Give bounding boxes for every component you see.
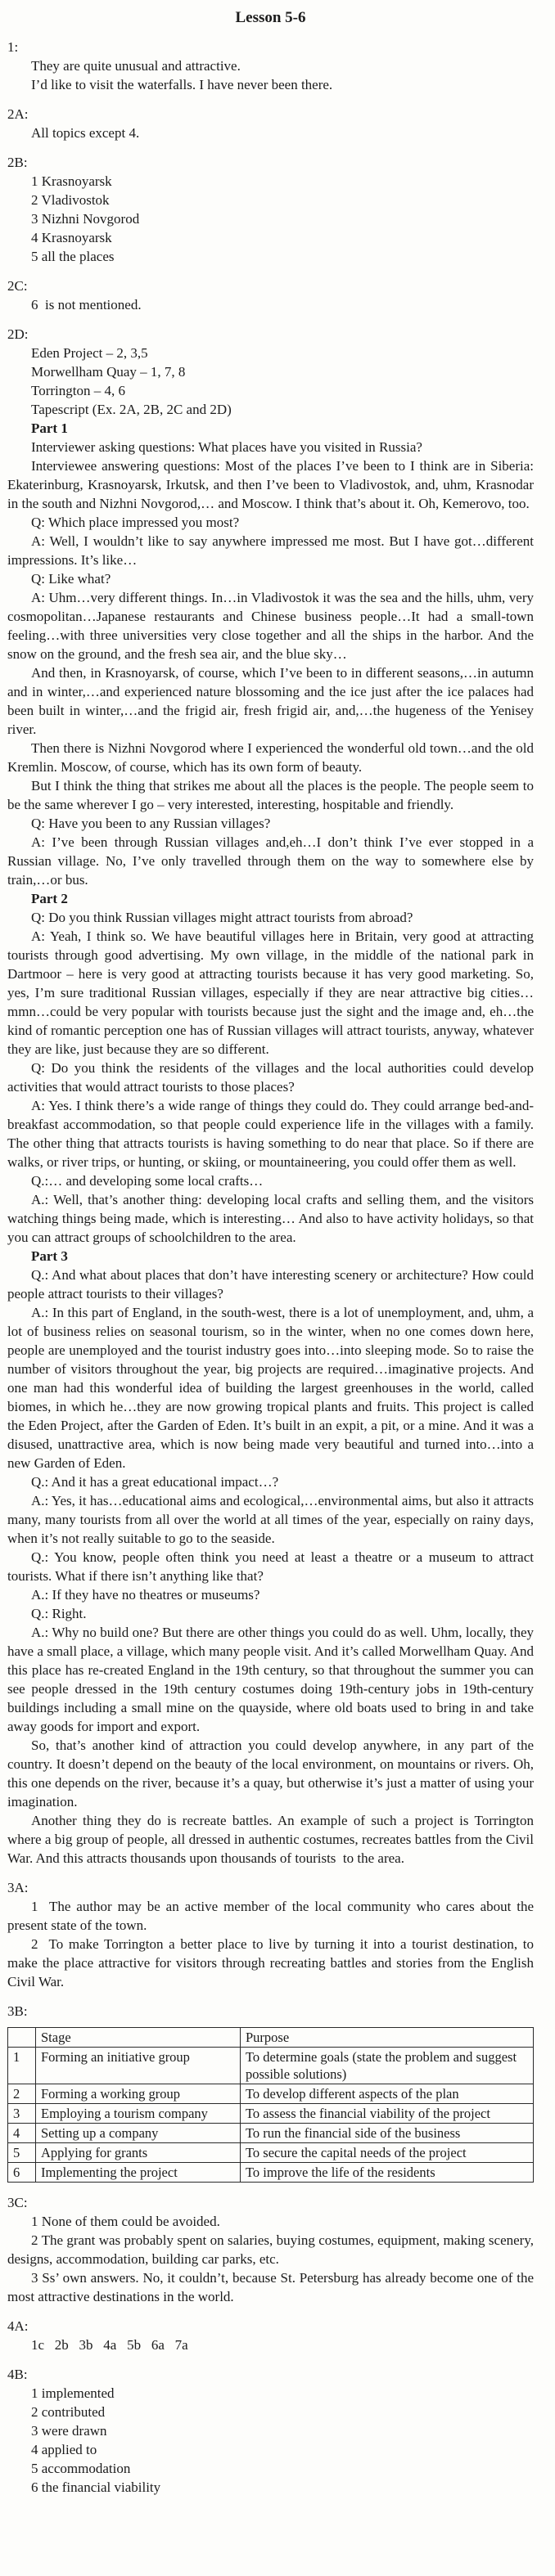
table-cell: To run the financial side of the business	[241, 2124, 534, 2143]
table-header-row	[8, 2028, 534, 2048]
table-header-cell	[8, 2028, 36, 2048]
answer-line: They are quite unusual and attractive.	[31, 58, 241, 74]
answer-line: I’d like to visit the waterfalls. I have never been there.	[31, 77, 333, 92]
section-label: 3B:	[7, 2003, 28, 2019]
paragraph: 2 The grant was probably spent on salaries, buying costumes, equipment, making scenery, designs, accommodation, building car parks, etc.	[7, 2232, 538, 2267]
answer-line: 5 accommodation	[31, 2461, 131, 2476]
paragraph: 3 Ss’ own answers. No, it couldn’t, because St. Petersburg has already become one of the most attractive destinations in the world.	[7, 2270, 538, 2304]
table-header-cell: Purpose	[241, 2028, 534, 2048]
paragraph: A.: If they have no theatres or museums?	[31, 1587, 260, 1603]
paragraph: 1 None of them could be avoided.	[31, 2214, 220, 2229]
paragraph: 2 To make Torrington a better place to live by turning it into a tourist destination, to make the place attractive for visitors through recreating battles and stories from the English Civil War.	[7, 1936, 538, 1989]
part-heading: Part 2	[31, 891, 68, 906]
paragraph: Q: Like what?	[31, 571, 111, 587]
table-cell: To improve the life of the residents	[241, 2163, 534, 2183]
table-row	[8, 2163, 534, 2183]
table-cell: To determine goals (state the problem and suggest possible solutions)	[241, 2048, 534, 2084]
answer-line: 2 Vladivostok	[31, 192, 110, 208]
section-label: 3C:	[7, 2195, 28, 2210]
table-row	[8, 2143, 534, 2163]
answer-line: 1 Krasnoyarsk	[31, 173, 112, 189]
answer-line: 2 contributed	[31, 2404, 106, 2420]
answer-line: 3 Nizhni Novgorod	[31, 211, 140, 227]
answer-line: Morwellham Quay – 1, 7, 8	[31, 364, 186, 380]
part-heading: Part 3	[31, 1248, 68, 1264]
table-cell: 1	[8, 2048, 36, 2084]
table-cell: To develop different aspects of the plan	[241, 2084, 534, 2104]
answer-line: All topics except 4.	[31, 125, 140, 141]
paragraph: Q: Do you think the residents of the villages and the local authorities could develop activities that would attract tourists to those places?	[7, 1060, 538, 1095]
answer-line: Eden Project – 2, 3,5	[31, 345, 148, 361]
table-cell: 4	[8, 2124, 36, 2143]
paragraph: But I think the thing that strikes me about all the places is the people. The people seem to be the same wherever I go – very interested, interesting, hospitable and friendly.	[7, 778, 538, 812]
section-label: 2A:	[7, 106, 29, 122]
section-label: 2B:	[7, 155, 28, 170]
page-content	[7, 38, 541, 2497]
table-cell: 3	[8, 2104, 36, 2124]
answer-line: Torrington – 4, 6	[31, 383, 125, 398]
table-cell: To secure the capital needs of the project	[241, 2143, 534, 2163]
table-row	[8, 2104, 534, 2124]
answer-line: 4 Krasnoyarsk	[31, 230, 112, 245]
answer-line: Tapescript (Ex. 2A, 2B, 2C and 2D)	[31, 402, 232, 417]
paragraph: Then there is Nizhni Novgorod where I experienced the wonderful old town…and the old Kremlin. Moscow, of course, which has its own form of beauty.	[7, 740, 538, 775]
table-cell: 6	[8, 2163, 36, 2183]
paragraph: Interviewer asking questions: What places have you visited in Russia?	[31, 439, 422, 455]
paragraph: A: Uhm…very different things. In…in Vladivostok it was the sea and the hills, uhm, very cosmopolitan…Japanese restaurants and Chinese business people…It had a small-town feeling…with three universities very close together and all the ships in the harbor. And the snow on the ground, and the fresh sea air, and the blue sky…	[7, 590, 538, 662]
answer-line: 3 were drawn	[31, 2423, 107, 2439]
paragraph: Interviewee answering questions: Most of the places I’ve been to I think are in Siberia: Ekaterinburg, Krasnoyarsk, Irkutsk, and then I’ve been to Vladivostok, and, uhm, Krasnodar in the south and Nizhni Novgorod,… and Moscow. I think that’s about it. Oh, Kemerovo, too.	[7, 458, 538, 511]
section-label: 2D:	[7, 326, 29, 342]
paragraph: A.: Why no build one? But there are other things you could do as well. Uhm, locally, they have a small place, a village, which many people visit. And it’s called Morwellham Quay. And this place has re-created England in the 19th century, so that throughout the summer you can see people dressed in the 19th century costumes doing 19th-century jobs in 19th-century buildings including a small mine on the quayside, where old boats used to bring in and take away goods for import and export.	[7, 1625, 538, 1734]
section-label: 4B:	[7, 2367, 28, 2382]
paragraph: Q.: You know, people often think you need at least a theatre or a museum to attract tourists. What if there isn’t anything like that?	[7, 1549, 541, 1584]
paragraph: A.: Well, that’s another thing: developing local crafts and selling them, and the visitors watching things being made, which is interesting… And also to have activity holidays, so that you can attract groups of schoolchildren to the area.	[7, 1192, 538, 1245]
paragraph: Another thing they do is recreate battles. An example of such a project is Torrington where a big group of people, all dressed in authentic costumes, recreates battles from the Civil War. And this attracts thousands upon thousands of tourists to the area.	[7, 1813, 538, 1866]
page-title: Lesson 5-6	[235, 9, 306, 26]
table-header-cell: Stage	[36, 2028, 241, 2048]
answer-line: 6 the financial viability	[31, 2479, 161, 2495]
table-cell: Setting up a company	[36, 2124, 241, 2143]
paragraph: A.: In this part of England, in the south-west, there is a lot of unemployment, and, uhm, a lot of business relies on seasonal tourism, so in the winter, when no one comes down here, people are unemployed and the tourist industry goes into…into sleeping mode. So to raise the number of visitors throughout the year, big projects are required…imaginative projects. And one man had this wonderful idea of building the largest greenhouses in the world, called biomes, in which he…they are now growing tropical plants and fruits. This project is called the Eden Project, after the Garden of Eden. It’s built in an expit, a pit, or a mine. And it was a disused, unattractive area, which is now being made very beautiful and turned into…into a new Garden of Eden.	[7, 1305, 538, 1471]
section-label: 4A:	[7, 2318, 29, 2334]
paragraph: Q.: And what about places that don’t have interesting scenery or architecture? How could people attract tourists to their villages?	[7, 1267, 538, 1301]
paragraph: A.: Yes, it has…educational aims and ecological,…environmental aims, but also it attracts many, many tourists from all over the world at all times of the year, especially on rainy days, when it’s not really suitable to go to the seaside.	[7, 1493, 538, 1546]
paragraph: Q: Do you think Russian villages might attract tourists from abroad?	[31, 910, 413, 925]
table-cell: Implementing the project	[36, 2163, 241, 2183]
answer-line: 1 implemented	[31, 2385, 115, 2401]
table-cell: Employing a tourism company	[36, 2104, 241, 2124]
stages-table	[7, 2027, 534, 2183]
paragraph: 1 The author may be an active member of the local community who cares about the present state of the town.	[7, 1899, 538, 1933]
table-cell: 2	[8, 2084, 36, 2104]
paragraph: Q: Have you been to any Russian villages?	[31, 816, 271, 831]
section-label: 3A:	[7, 1880, 29, 1895]
table-cell: Applying for grants	[36, 2143, 241, 2163]
table-row	[8, 2048, 534, 2084]
answer-line: 4 applied to	[31, 2442, 97, 2457]
table-cell: 5	[8, 2143, 36, 2163]
table-cell: To assess the financial viability of the project	[241, 2104, 534, 2124]
section-label: 2C:	[7, 278, 28, 294]
paragraph: And then, in Krasnoyarsk, of course, which I’ve been to in different seasons,…in autumn and in winter,…and experienced nature blossoming and the ice just after the ice palaces had been built in winter,…and the frigid air, fresh frigid air, and,…the hugeness of the Yenisey river.	[7, 665, 538, 737]
paragraph: Q.:… and developing some local crafts…	[31, 1173, 264, 1189]
paragraph: So, that’s another kind of attraction you could develop anywhere, in any part of the country. It doesn’t depend on the beauty of the local environment, on mountains or rivers. Oh, this one depends on the river, because it’s a quay, but otherwise it’s just a matter of using your imagination.	[7, 1738, 538, 1809]
table-cell: Forming an initiative group	[36, 2048, 241, 2084]
section-label: 1:	[7, 39, 19, 55]
table-row	[8, 2084, 534, 2104]
paragraph: A: I’ve been through Russian villages and,eh…I don’t think I’ve ever stopped in a Russian village. No, I’ve only travelled through them on the way to somewhere else by train,…or bus.	[7, 834, 538, 888]
part-heading: Part 1	[31, 420, 68, 436]
table-row	[8, 2124, 534, 2143]
paragraph: Q.: And it has a great educational impact…?	[31, 1474, 279, 1490]
table-cell: Forming a working group	[36, 2084, 241, 2104]
answer-line: 6 is not mentioned.	[31, 297, 142, 312]
paragraph: Q.: Right.	[31, 1606, 87, 1621]
paragraph: A: Yes. I think there’s a wide range of things they could do. They could arrange bed-and-breakfast accommodation, so that people could experience life in the villages with a family. The other thing that attracts tourists is having something to do near that place. So if there are walks, or river trips, or hunting, or skiing, or mountaineering, you could offer them as well.	[7, 1098, 538, 1170]
answer-line: 1c 2b 3b 4a 5b 6a 7a	[31, 2337, 188, 2353]
paragraph: Q: Which place impressed you most?	[31, 515, 240, 530]
answer-line: 5 all the places	[31, 249, 115, 264]
paragraph: A: Well, I wouldn’t like to say anywhere impressed me most. But I have got…different impressions. It’s like…	[7, 533, 538, 568]
paragraph: A: Yeah, I think so. We have beautiful villages here in Britain, very good at attracting tourists through good advertising. My own village, in the middle of the national park in Dartmoor – here is very good at attracting tourists because it has very good marketing. So, yes, I’m sure traditional Russian villages, especially if they are near attractive big cities…mmn…could be very popular with tourists because just the sight and the image and, eh…the kind of romantic perception one has of Russian villages will attract tourists, anyway, whatever they are like, just because they are so different.	[7, 928, 538, 1057]
